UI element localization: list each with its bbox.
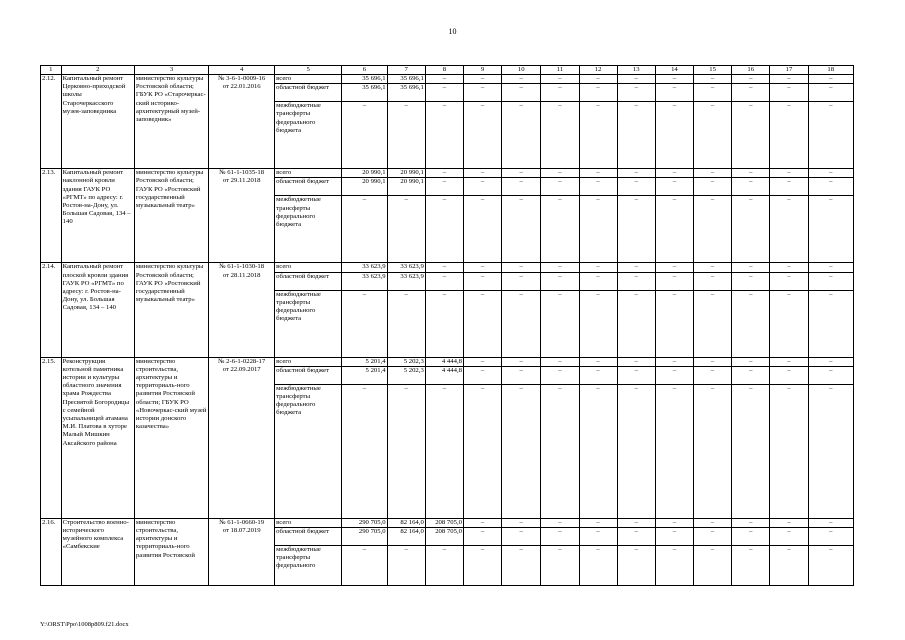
value-col-11: – bbox=[541, 196, 579, 263]
table-row bbox=[41, 518, 854, 527]
value-col-10: – bbox=[502, 169, 541, 178]
value-col-7: 33 623,9 bbox=[387, 263, 425, 272]
funding-source: всего bbox=[275, 518, 342, 527]
value-col-7: – bbox=[387, 384, 425, 518]
value-col-15: – bbox=[694, 84, 732, 102]
value-col-11: – bbox=[541, 518, 579, 527]
funding-source: межбюджетные трансферты федерального бюджета bbox=[275, 196, 342, 263]
value-col-18: – bbox=[808, 84, 853, 102]
funding-source: всего bbox=[275, 169, 342, 178]
document-reference bbox=[209, 263, 275, 357]
value-col-17: – bbox=[770, 263, 808, 272]
value-col-6: 290 705,0 bbox=[342, 528, 387, 546]
row-number: 2.16. bbox=[41, 518, 62, 585]
value-col-13: – bbox=[617, 169, 655, 178]
column-number: 12 bbox=[579, 66, 617, 75]
value-col-6: 290 705,0 bbox=[342, 518, 387, 527]
value-col-16: – bbox=[732, 263, 770, 272]
value-col-14: – bbox=[655, 178, 693, 196]
value-col-12: – bbox=[579, 290, 617, 357]
column-number: 10 bbox=[502, 66, 541, 75]
value-col-11: – bbox=[541, 102, 579, 169]
row-number: 2.15. bbox=[41, 357, 62, 518]
value-col-16: – bbox=[732, 357, 770, 366]
value-col-12: – bbox=[579, 518, 617, 527]
value-col-13: – bbox=[617, 366, 655, 384]
value-col-9: – bbox=[463, 518, 501, 527]
document-reference bbox=[209, 169, 275, 263]
value-col-12: – bbox=[579, 357, 617, 366]
value-col-18: – bbox=[808, 75, 853, 84]
value-col-6: – bbox=[342, 546, 387, 586]
value-col-10: – bbox=[502, 178, 541, 196]
value-col-11: – bbox=[541, 169, 579, 178]
value-col-16: – bbox=[732, 169, 770, 178]
page-number: 10 bbox=[448, 27, 457, 36]
value-col-7: – bbox=[387, 196, 425, 263]
value-col-18: – bbox=[808, 178, 853, 196]
object-name: Строительство военно-исторического музейного комплекса «Самбекские bbox=[61, 518, 134, 585]
value-col-18: – bbox=[808, 196, 853, 263]
column-number: 18 bbox=[808, 66, 853, 75]
value-col-17: – bbox=[770, 169, 808, 178]
value-col-14: – bbox=[655, 366, 693, 384]
funding-source: межбюджетные трансферты федерального бюджета bbox=[275, 384, 342, 518]
value-col-6: 35 696,1 bbox=[342, 75, 387, 84]
value-col-16: – bbox=[732, 272, 770, 290]
value-col-14: – bbox=[655, 290, 693, 357]
value-col-8: – bbox=[425, 272, 463, 290]
value-col-12: – bbox=[579, 384, 617, 518]
column-number: 8 bbox=[425, 66, 463, 75]
value-col-15: – bbox=[694, 102, 732, 169]
value-col-18: – bbox=[808, 546, 853, 586]
column-number: 7 bbox=[387, 66, 425, 75]
value-col-18: – bbox=[808, 272, 853, 290]
value-col-9: – bbox=[463, 75, 501, 84]
value-col-8: – bbox=[425, 290, 463, 357]
value-col-17: – bbox=[770, 102, 808, 169]
value-col-14: – bbox=[655, 102, 693, 169]
value-col-18: – bbox=[808, 518, 853, 527]
value-col-16: – bbox=[732, 518, 770, 527]
column-number: 16 bbox=[732, 66, 770, 75]
value-col-7: 35 696,1 bbox=[387, 75, 425, 84]
value-col-13: – bbox=[617, 272, 655, 290]
document-number: № 61-1-1035-18 bbox=[219, 169, 265, 177]
value-col-7: – bbox=[387, 546, 425, 586]
value-col-7: 20 990,1 bbox=[387, 169, 425, 178]
value-col-10: – bbox=[502, 272, 541, 290]
executor: министерство культуры Ростовской области; ГБУК РО «Старочеркас-ский историко-архитектурный музей-заповедник» bbox=[134, 75, 208, 169]
value-col-11: – bbox=[541, 272, 579, 290]
column-number: 14 bbox=[655, 66, 693, 75]
value-col-6: – bbox=[342, 290, 387, 357]
value-col-15: – bbox=[694, 528, 732, 546]
value-col-14: – bbox=[655, 169, 693, 178]
value-col-9: – bbox=[463, 357, 501, 366]
value-col-6: 35 696,1 bbox=[342, 84, 387, 102]
value-col-12: – bbox=[579, 169, 617, 178]
value-col-7: 82 164,0 bbox=[387, 528, 425, 546]
value-col-15: – bbox=[694, 290, 732, 357]
value-col-18: – bbox=[808, 102, 853, 169]
value-col-6: – bbox=[342, 384, 387, 518]
value-col-6: – bbox=[342, 196, 387, 263]
value-col-8: – bbox=[425, 169, 463, 178]
value-col-8: – bbox=[425, 546, 463, 586]
column-number: 5 bbox=[275, 66, 342, 75]
value-col-12: – bbox=[579, 272, 617, 290]
value-col-13: – bbox=[617, 102, 655, 169]
value-col-18: – bbox=[808, 169, 853, 178]
document-reference bbox=[209, 357, 275, 518]
value-col-8: 208 705,0 bbox=[425, 518, 463, 527]
document-number: № 61-1-1030-18 bbox=[219, 263, 265, 271]
value-col-12: – bbox=[579, 102, 617, 169]
value-col-18: – bbox=[808, 290, 853, 357]
value-col-16: – bbox=[732, 178, 770, 196]
value-col-8: – bbox=[425, 384, 463, 518]
value-col-7: – bbox=[387, 290, 425, 357]
value-col-17: – bbox=[770, 178, 808, 196]
column-number: 1 bbox=[41, 66, 62, 75]
table-row bbox=[41, 169, 854, 178]
value-col-18: – bbox=[808, 357, 853, 366]
value-col-8: – bbox=[425, 178, 463, 196]
value-col-9: – bbox=[463, 290, 501, 357]
value-col-16: – bbox=[732, 196, 770, 263]
funding-source: областной бюджет bbox=[275, 528, 342, 546]
column-number: 15 bbox=[694, 66, 732, 75]
value-col-16: – bbox=[732, 546, 770, 586]
executor: министерство строительства, архитектуры и территориаль-ного развития Ростовской bbox=[134, 518, 208, 585]
value-col-15: – bbox=[694, 546, 732, 586]
value-col-13: – bbox=[617, 357, 655, 366]
value-col-11: – bbox=[541, 263, 579, 272]
value-col-12: – bbox=[579, 84, 617, 102]
value-col-16: – bbox=[732, 366, 770, 384]
value-col-13: – bbox=[617, 384, 655, 518]
value-col-9: – bbox=[463, 528, 501, 546]
value-col-13: – bbox=[617, 518, 655, 527]
value-col-8: – bbox=[425, 196, 463, 263]
value-col-9: – bbox=[463, 272, 501, 290]
value-col-14: – bbox=[655, 263, 693, 272]
value-col-13: – bbox=[617, 546, 655, 586]
document-number: № 61-1-0660-19 bbox=[219, 518, 265, 526]
column-number: 4 bbox=[209, 66, 275, 75]
column-number: 13 bbox=[617, 66, 655, 75]
value-col-11: – bbox=[541, 384, 579, 518]
value-col-7: – bbox=[387, 102, 425, 169]
value-col-17: – bbox=[770, 196, 808, 263]
document-date: от 18.07.2019 bbox=[222, 527, 261, 535]
value-col-16: – bbox=[732, 75, 770, 84]
value-col-11: – bbox=[541, 528, 579, 546]
value-col-8: 4 444,8 bbox=[425, 366, 463, 384]
value-col-8: – bbox=[425, 84, 463, 102]
value-col-11: – bbox=[541, 84, 579, 102]
value-col-9: – bbox=[463, 366, 501, 384]
object-name: Капитальный ремонт плоской кровли здания ГАУК РО «РГМТ» по адресу: г. Ростов-на-Дону, ул. Большая Садовая, 134 – 140 bbox=[61, 263, 134, 357]
value-col-7: 5 202,3 bbox=[387, 366, 425, 384]
value-col-11: – bbox=[541, 75, 579, 84]
value-col-17: – bbox=[770, 384, 808, 518]
value-col-15: – bbox=[694, 263, 732, 272]
document-number: № 3-6-1-0009-16 bbox=[218, 75, 266, 82]
value-col-12: – bbox=[579, 263, 617, 272]
column-number: 11 bbox=[541, 66, 579, 75]
value-col-7: 82 164,0 bbox=[387, 518, 425, 527]
value-col-7: 5 202,3 bbox=[387, 357, 425, 366]
value-col-18: – bbox=[808, 528, 853, 546]
value-col-10: – bbox=[502, 84, 541, 102]
funding-source: всего bbox=[275, 357, 342, 366]
row-number: 2.12. bbox=[41, 75, 62, 169]
value-col-17: – bbox=[770, 546, 808, 586]
value-col-10: – bbox=[502, 366, 541, 384]
value-col-11: – bbox=[541, 290, 579, 357]
value-col-11: – bbox=[541, 357, 579, 366]
value-col-13: – bbox=[617, 178, 655, 196]
value-col-10: – bbox=[502, 196, 541, 263]
value-col-12: – bbox=[579, 528, 617, 546]
value-col-6: 33 623,9 bbox=[342, 263, 387, 272]
value-col-18: – bbox=[808, 384, 853, 518]
value-col-8: – bbox=[425, 102, 463, 169]
value-col-16: – bbox=[732, 384, 770, 518]
value-col-8: 208 705,0 bbox=[425, 528, 463, 546]
funding-source: областной бюджет bbox=[275, 178, 342, 196]
value-col-18: – bbox=[808, 366, 853, 384]
table-row bbox=[41, 75, 854, 84]
value-col-17: – bbox=[770, 272, 808, 290]
value-col-7: 33 623,9 bbox=[387, 272, 425, 290]
document-number: № 2-6-1-0228-17 bbox=[218, 357, 266, 365]
value-col-13: – bbox=[617, 263, 655, 272]
value-col-10: – bbox=[502, 75, 541, 84]
value-col-6: 5 201,4 bbox=[342, 366, 387, 384]
column-number: 2 bbox=[61, 66, 134, 75]
value-col-10: – bbox=[502, 518, 541, 527]
value-col-15: – bbox=[694, 196, 732, 263]
value-col-6: 20 990,1 bbox=[342, 169, 387, 178]
table-row bbox=[41, 263, 854, 272]
value-col-8: – bbox=[425, 75, 463, 84]
value-col-13: – bbox=[617, 196, 655, 263]
funding-source: областной бюджет bbox=[275, 272, 342, 290]
funding-source: межбюджетные трансферты федерального bbox=[275, 546, 342, 586]
value-col-9: – bbox=[463, 263, 501, 272]
value-col-18: – bbox=[808, 263, 853, 272]
column-number: 17 bbox=[770, 66, 808, 75]
value-col-14: – bbox=[655, 357, 693, 366]
value-col-7: 20 990,1 bbox=[387, 178, 425, 196]
value-col-17: – bbox=[770, 290, 808, 357]
budget-table bbox=[40, 65, 854, 586]
value-col-6: 33 623,9 bbox=[342, 272, 387, 290]
value-col-17: – bbox=[770, 528, 808, 546]
value-col-15: – bbox=[694, 518, 732, 527]
value-col-13: – bbox=[617, 290, 655, 357]
value-col-10: – bbox=[502, 357, 541, 366]
value-col-14: – bbox=[655, 84, 693, 102]
value-col-14: – bbox=[655, 384, 693, 518]
document-reference bbox=[209, 75, 275, 169]
funding-source: областной бюджет bbox=[275, 366, 342, 384]
funding-source: межбюджетные трансферты федерального бюджета bbox=[275, 102, 342, 169]
value-col-11: – bbox=[541, 178, 579, 196]
value-col-12: – bbox=[579, 196, 617, 263]
value-col-11: – bbox=[541, 546, 579, 586]
value-col-14: – bbox=[655, 546, 693, 586]
document-date: от 28.11.2018 bbox=[222, 271, 261, 279]
value-col-17: – bbox=[770, 366, 808, 384]
document-date: от 22.09.2017 bbox=[222, 365, 261, 373]
value-col-15: – bbox=[694, 75, 732, 84]
document-date: от 29.11.2018 bbox=[222, 177, 261, 185]
value-col-14: – bbox=[655, 75, 693, 84]
value-col-17: – bbox=[770, 75, 808, 84]
table-row bbox=[41, 357, 854, 366]
executor: министерство культуры Ростовской области; ГАУК РО «Ростовский государственный музыкальный театр» bbox=[134, 263, 208, 357]
object-name: Реконструкция котельной памятника истории и культуры областного значения храма Рождества Пресвятой Богородицы с семейной усыпальницей атамана М.И. Платова в хуторе Малый Мишкин Аксайского района bbox=[61, 357, 134, 518]
footer-file-path: Y:\ORST\Ppo\1008p809.f21.docx bbox=[40, 621, 129, 628]
value-col-13: – bbox=[617, 84, 655, 102]
value-col-9: – bbox=[463, 102, 501, 169]
value-col-10: – bbox=[502, 102, 541, 169]
value-col-12: – bbox=[579, 546, 617, 586]
object-name: Капитальный ремонт наклонной кровли здания ГАУК РО «РГМТ» по адресу: г. Ростов-на-Дону, ул. Большая Садовая, 134 – 140 bbox=[61, 169, 134, 263]
funding-source: всего bbox=[275, 75, 342, 84]
object-name: Капитальный ремонт Церковно-приходской школы Старочеркасского музея-заповедника bbox=[61, 75, 134, 169]
value-col-15: – bbox=[694, 357, 732, 366]
document-date: от 22.01.2016 bbox=[222, 83, 261, 91]
column-number: 9 bbox=[463, 66, 501, 75]
value-col-9: – bbox=[463, 169, 501, 178]
value-col-10: – bbox=[502, 263, 541, 272]
value-col-14: – bbox=[655, 196, 693, 263]
executor: министерство строительства, архитектуры и территориаль-ного развития Ростовской области; ГБУК РО «Новочеркас-ский музей истории донского казачества» bbox=[134, 357, 208, 518]
value-col-10: – bbox=[502, 384, 541, 518]
value-col-14: – bbox=[655, 518, 693, 527]
value-col-16: – bbox=[732, 528, 770, 546]
value-col-15: – bbox=[694, 178, 732, 196]
value-col-17: – bbox=[770, 357, 808, 366]
funding-source: межбюджетные трансферты федерального бюджета bbox=[275, 290, 342, 357]
row-number: 2.14. bbox=[41, 263, 62, 357]
value-col-9: – bbox=[463, 178, 501, 196]
value-col-10: – bbox=[502, 546, 541, 586]
value-col-12: – bbox=[579, 366, 617, 384]
value-col-16: – bbox=[732, 290, 770, 357]
value-col-6: 5 201,4 bbox=[342, 357, 387, 366]
value-col-13: – bbox=[617, 528, 655, 546]
column-number-row bbox=[41, 66, 854, 75]
funding-source: областной бюджет bbox=[275, 84, 342, 102]
value-col-11: – bbox=[541, 366, 579, 384]
value-col-17: – bbox=[770, 518, 808, 527]
row-number: 2.13. bbox=[41, 169, 62, 263]
document-reference bbox=[209, 518, 275, 585]
value-col-15: – bbox=[694, 366, 732, 384]
value-col-6: – bbox=[342, 102, 387, 169]
value-col-17: – bbox=[770, 84, 808, 102]
value-col-8: 4 444,8 bbox=[425, 357, 463, 366]
value-col-16: – bbox=[732, 102, 770, 169]
value-col-10: – bbox=[502, 290, 541, 357]
value-col-16: – bbox=[732, 84, 770, 102]
value-col-13: – bbox=[617, 75, 655, 84]
value-col-14: – bbox=[655, 272, 693, 290]
value-col-9: – bbox=[463, 384, 501, 518]
value-col-8: – bbox=[425, 263, 463, 272]
value-col-15: – bbox=[694, 272, 732, 290]
value-col-10: – bbox=[502, 528, 541, 546]
column-number: 3 bbox=[134, 66, 208, 75]
value-col-9: – bbox=[463, 84, 501, 102]
value-col-6: 20 990,1 bbox=[342, 178, 387, 196]
value-col-12: – bbox=[579, 75, 617, 84]
executor: министерство культуры Ростовской области; ГАУК РО «Ростовский государственный музыкальный театр» bbox=[134, 169, 208, 263]
value-col-15: – bbox=[694, 384, 732, 518]
funding-source: всего bbox=[275, 263, 342, 272]
value-col-12: – bbox=[579, 178, 617, 196]
value-col-15: – bbox=[694, 169, 732, 178]
value-col-9: – bbox=[463, 546, 501, 586]
value-col-14: – bbox=[655, 528, 693, 546]
value-col-9: – bbox=[463, 196, 501, 263]
column-number: 6 bbox=[342, 66, 387, 75]
value-col-7: 35 696,1 bbox=[387, 84, 425, 102]
